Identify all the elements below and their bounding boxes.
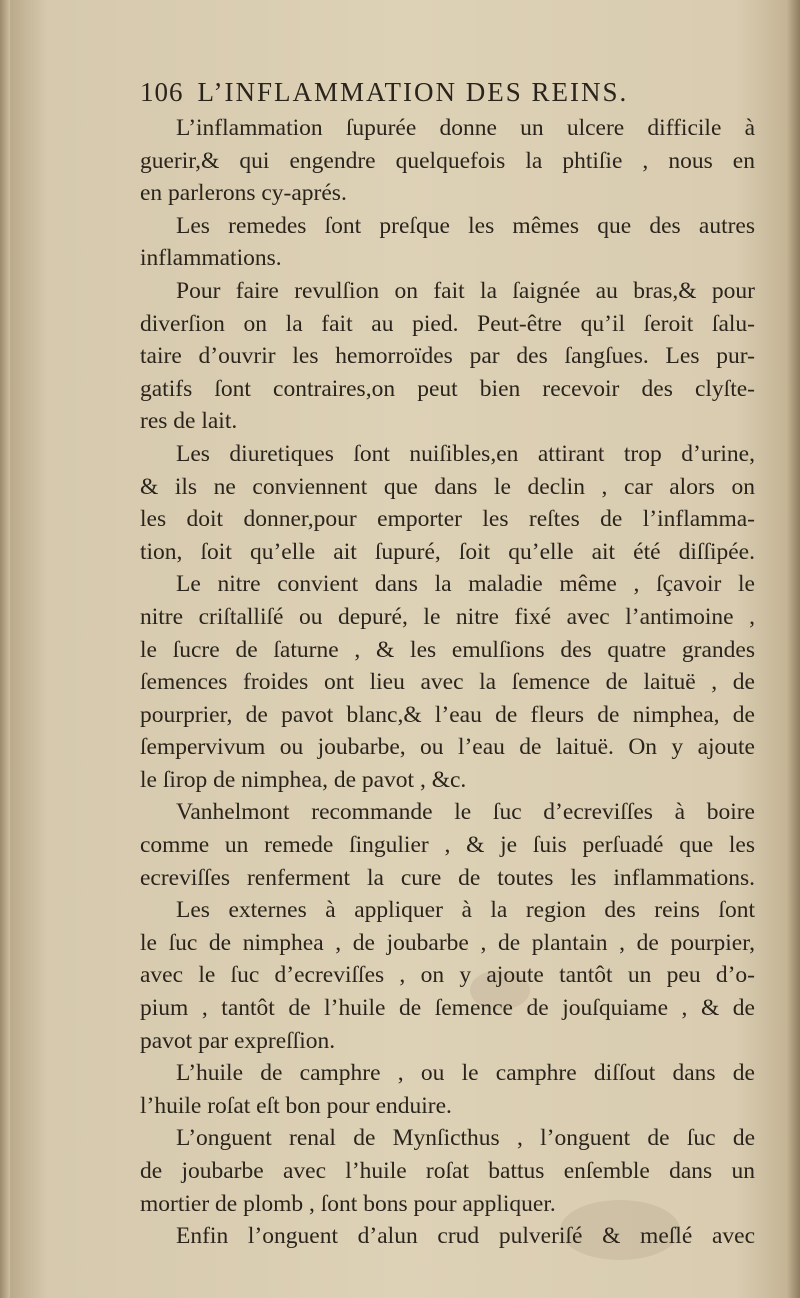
text-line: comme un remede ſingulier , & je ſuis perſuadé que les [140,832,755,859]
text-line: l’huile roſat eſt bon pour enduire. [140,1092,452,1119]
text-line: Vanhelmont recommande le ſuc d’ecreviſſes à boire [176,799,755,826]
text-line: guerir,& qui engendre quelquefois la phtiſie , nous en [140,147,755,174]
text-line: avec le ſuc d’ecreviſſes , on y ajoute tantôt un peu d’o- [140,962,755,989]
text-line: L’onguent renal de Mynſicthus , l’onguent de ſuc de [176,1125,755,1152]
text-line: ſempervivum ou joubarbe, ou l’eau de laituë. On y ajoute [140,734,755,761]
text-line: de joubarbe avec l’huile roſat battus enſemble dans un [140,1158,755,1184]
text-line: & ils ne conviennent que dans le declin , car alors on [140,473,755,500]
text-line: pavot par expreſſion. [140,1027,336,1054]
text-line: Pour faire revulſion on fait la ſaignée au bras,& pour [176,277,755,304]
text-line: ecreviſſes renferment la cure de toutes les inflammations. [140,864,755,891]
text-line: res de lait. [140,408,238,435]
text-line: Le nitre convient dans la maladie même , ſçavoir le [176,571,755,598]
text-line: tion, ſoit qu’elle ait ſupuré, ſoit qu’elle ait été diſſipée. [140,538,755,565]
text-line: pourprier, de pavot blanc,& l’eau de fleurs de nimphea, de [140,701,755,728]
text-line: Les externes à appliquer à la region des reins ſont [176,897,755,924]
text-line: Les diuretiques ſont nuiſibles,en attirant trop d’urine, [176,440,755,467]
text-line: le ſuc de nimphea , de joubarbe , de plantain , de pourpier, [140,929,755,956]
text-line: en parlerons cy-aprés. [140,180,347,207]
text-line: nitre criſtalliſé ou depuré, le nitre fixé avec l’antimoine , [140,603,755,630]
text-line: inflammations. [140,245,282,272]
page-left-edge [0,0,10,1298]
text-line: L’inflammation ſupurée donne un ulcere difficile à [176,115,755,141]
text-line: Enfin l’onguent d’alun crud pulveriſé & meſlé avec [176,1223,755,1250]
text-line: mortier de plomb , ſont bons pour appliquer. [140,1190,556,1217]
text-line: ſemences froides ont lieu avec la ſemence de laituë , de [140,669,755,696]
page-right-edge [786,0,800,1298]
text-line: L’huile de camphre , ou le camphre diſſout dans de [176,1060,755,1087]
page-number: 106 [140,77,184,107]
running-title: L’INFLAMMATION DES REINS. [197,77,629,107]
text-line: diverſion on la fait au pied. Peut-être qu’il ſeroit ſalu- [140,310,755,337]
text-line: pium , tantôt de l’huile de ſemence de jouſquiame , & de [140,995,755,1022]
text-block [140,72,755,1253]
page-header [140,72,755,112]
text-line: le ſucre de ſaturne , & les emulſions des quatre grandes [140,636,755,663]
text-line: taire d’ouvrir les hemorroïdes par des ſangſues. Les pur- [140,343,755,370]
text-line: le ſirop de nimphea, de pavot , &c. [140,766,467,793]
text-line: gatifs ſont contraires,on peut bien recevoir des clyſte- [140,375,755,402]
text-line: les doit donner,pour emporter les reſtes de l’inflamma- [140,506,755,533]
text-line: Les remedes ſont preſque les mêmes que des autres [176,212,755,239]
